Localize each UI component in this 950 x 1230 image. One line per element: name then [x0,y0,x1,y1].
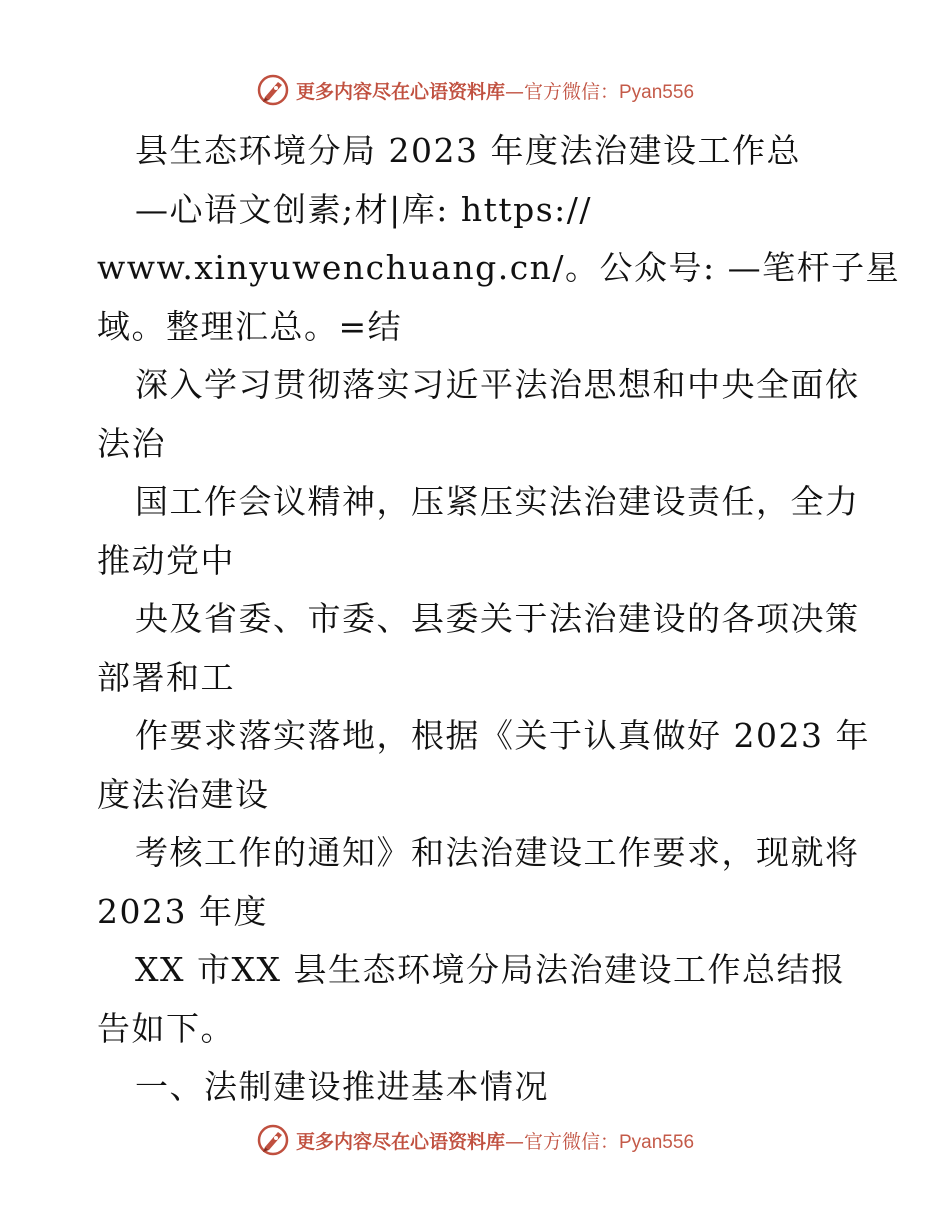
banner-wechat-id: Pyan556 [619,1131,695,1153]
document-line: XX 市XX 县生态环境分局法治建设工作总结报 [135,950,846,989]
pen-logo-icon [256,1123,290,1157]
section-heading: 一、法制建设推进基本情况 [135,1067,549,1106]
document-line: 考核工作的通知》和法治建设工作要求，现就将 [135,833,860,872]
document-line: 告如下。 [97,1008,235,1048]
header-banner [0,70,950,110]
banner-separator: — [504,1130,524,1153]
document-line: www.xinyuwenchuang.cn/。公众号: —笔杆子星 [97,248,901,287]
document-line: 推动党中 [97,540,235,580]
document-line: 度法治建设 [97,774,270,814]
document-line: 法治 [97,423,166,463]
document-line: 作要求落实落地，根据《关于认真做好 2023 年 [135,716,870,755]
document-line: 部署和工 [97,657,235,697]
banner-main-text: 更多内容尽在心语资料库 [295,1130,505,1153]
document-line: 央及省委、市委、县委关于法治建设的各项决策 [135,599,860,638]
document-line: 域。整理汇总。=结 [97,306,403,346]
document-line: —心语文创素;材|库: https:// [135,189,593,229]
banner-wechat-id: Pyan556 [619,81,695,103]
banner-separator: — [504,80,524,103]
pen-logo-icon [256,73,290,107]
document-line: 2023 年度 [97,891,268,931]
document-title-line: 县生态环境分局 2023 年度法治建设工作总 [135,131,801,170]
footer-banner [0,1120,950,1160]
document-body [97,122,901,1117]
banner-official-label: 官方微信： [523,80,619,103]
document-line: 国工作会议精神，压紧压实法治建设责任，全力 [135,482,860,521]
banner-official-label: 官方微信： [523,1130,619,1153]
document-line: 深入学习贯彻落实习近平法治思想和中央全面依 [135,365,860,404]
banner-main-text: 更多内容尽在心语资料库 [295,80,505,103]
